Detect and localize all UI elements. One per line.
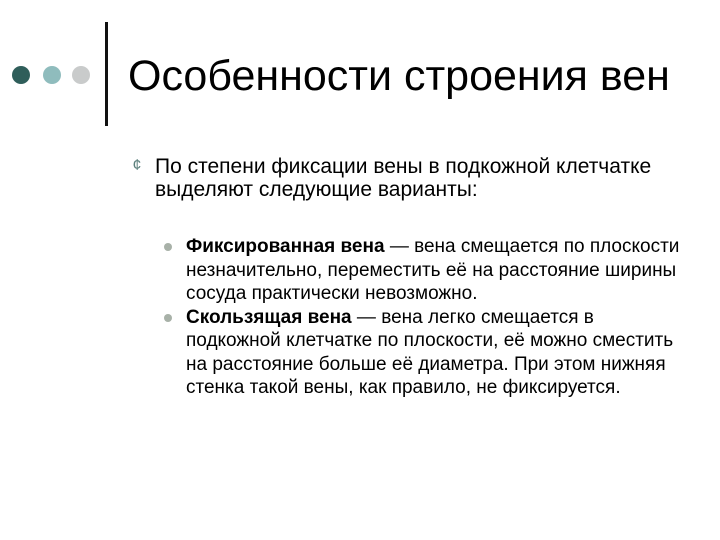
dot-bullet-icon <box>164 314 172 322</box>
slide-title: Особенности строения вен <box>128 52 670 100</box>
sub-bullet-sliding-vein <box>164 306 684 400</box>
gray-dot-icon <box>72 66 90 84</box>
title-divider <box>105 22 108 126</box>
sliding-vein-term: Скользящая вена <box>186 306 352 328</box>
main-bullet-text: По степени фиксации вены в подкожной клетчатке выделяют следующие варианты: <box>155 155 652 201</box>
decorative-dots <box>12 66 96 86</box>
circle-bullet-icon: ¢ <box>132 157 142 174</box>
fixed-vein-term: Фиксированная вена <box>186 236 385 257</box>
sub-bullet-list <box>164 235 684 400</box>
sub-bullet-fixed-vein <box>164 235 684 306</box>
fixed-vein-description: — вена смещается по плоскости незначительно, переместить её на расстояние ширины сосуда практически невозможно. <box>186 236 680 304</box>
dark-dot-icon <box>12 66 30 84</box>
sliding-vein-description: — вена легко смещается в подкожной клетчатке по плоскости, её можно сместить на расстояние больше её диаметра. При этом нижняя стенка такой вены, как правило, не фиксируется. <box>186 306 674 398</box>
dot-bullet-icon <box>164 243 172 251</box>
light-teal-dot-icon <box>43 66 61 84</box>
